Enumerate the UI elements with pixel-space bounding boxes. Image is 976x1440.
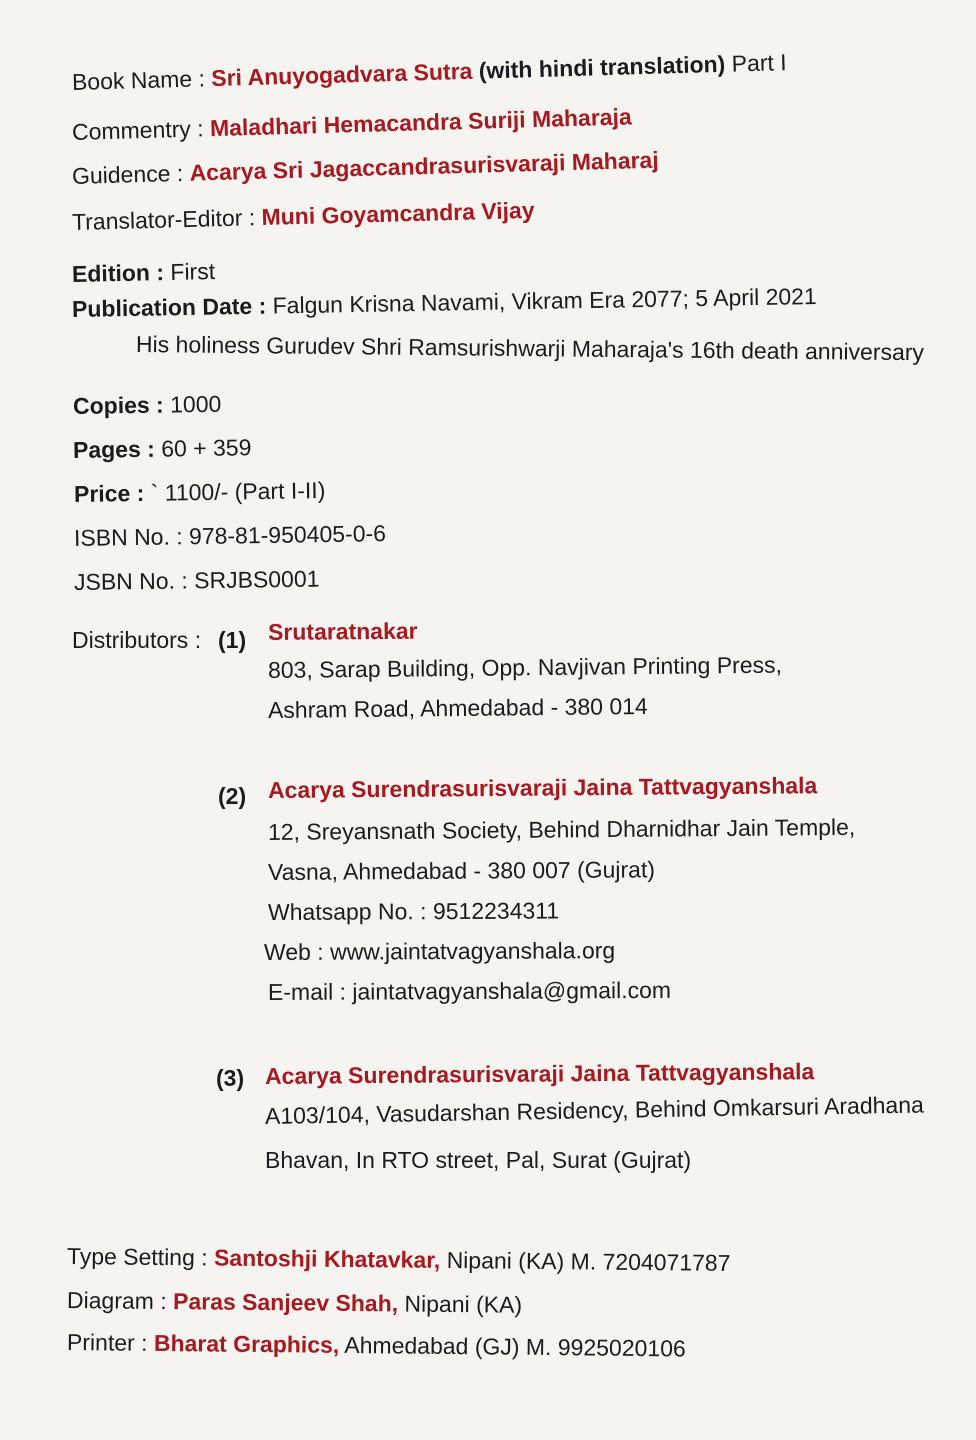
price-value: ` 1100/- (Part I-II) [150,477,326,506]
type-setting-label: Type Setting : [66,1243,208,1271]
copies-line [73,390,222,420]
distributor-3-name: Acarya Surendrasurisvaraji Jaina Tattvagyanshala [264,1058,815,1089]
book-name-value: Sri Anuyogadvara Sutra [210,57,473,92]
distributor-2-name: Acarya Surendrasurisvaraji Jaina Tattvagyanshala [267,772,818,803]
type-setting-name: Santoshji Khatavkar, [213,1244,441,1273]
guidence-line [72,146,659,190]
diagram-label: Diagram : [66,1287,167,1315]
distributor-1-address-line: 803, Sarap Building, Opp. Navjivan Printing Press, [267,651,783,683]
book-name-suffix: Part I [731,49,787,77]
printer-name: Bharat Graphics, [153,1329,340,1358]
copies-value: 1000 [169,390,222,418]
distributor-2-whatsapp: Whatsapp No. : 9512234311 [267,897,560,925]
diagram-line [67,1286,522,1319]
translator-label: Translator-Editor : [71,204,256,235]
distributor-1-name: Srutaratnakar [267,617,418,645]
distributor-3-address-line: A103/104, Vasudarshan Residency, Behind Omkarsuri Aradhana [264,1091,925,1129]
printer-rest: Ahmedabad (GJ) M. 9925020106 [344,1331,686,1362]
book-name-suffix-bold: (with hindi translation) [478,50,726,84]
publication-line [72,282,817,323]
edition-value: First [170,258,216,285]
distributor-2-email: E-mail : jaintatvagyanshala@gmail.com [267,976,672,1005]
publication-value: Falgun Krisna Navami, Vikram Era 2077; 5 April 2021 [272,283,817,319]
isbn-value: 978-81-950405-0-6 [188,520,387,550]
translator-line [72,196,535,236]
distributor-2-web: Web : www.jaintatvagyanshala.org [263,937,616,965]
distributor-2-address-line: 12, Sreyansnath Society, Behind Dharnidhar Jain Temple, [267,813,856,845]
type-setting-line [67,1242,731,1277]
jsbn-line [74,565,320,596]
pages-value: 60 + 359 [161,434,252,462]
distributor-3-address-line: Bhavan, In RTO street, Pal, Surat (Gujrat) [265,1147,692,1173]
distributor-2-number: (2) [218,783,247,809]
commentary-value: Maladhari Hemacandra Suriji Maharaja [209,103,633,142]
diagram-name: Paras Sanjeev Shah, [172,1288,399,1317]
guidence-value: Acarya Sri Jagaccandrasurisvaraji Maharaj [189,146,660,186]
pages-line [73,433,252,464]
copies-label: Copies : [72,391,164,419]
translator-value: Muni Goyamcandra Vijay [261,196,535,231]
guidence-label: Guidence : [71,159,184,189]
type-setting-rest: Nipani (KA) M. 7204071787 [446,1246,731,1276]
price-line [74,476,326,508]
printer-line [67,1328,686,1362]
printer-label: Printer : [66,1329,148,1356]
book-name-label: Book Name : [71,65,206,95]
publication-line2 [136,330,924,366]
edition-label: Edition : [71,259,165,287]
book-name-line [72,48,787,96]
distributor-1-address-line: Ashram Road, Ahmedabad - 380 014 [267,693,648,723]
commentary-line [72,102,632,146]
distributor-2-address-line: Vasna, Ahmedabad - 380 007 (Gujrat) [267,856,656,885]
diagram-rest: Nipani (KA) [404,1290,523,1318]
publication-label: Publication Date : [71,292,267,322]
price-label: Price : [73,479,145,507]
jsbn-label: JSBN No. : [73,567,188,595]
jsbn-value: SRJBS0001 [193,565,320,594]
distributor-3-number: (3) [216,1065,245,1091]
distributor-1-number: (1) [218,627,247,653]
isbn-line [74,519,386,552]
edition-line [72,257,216,288]
pages-label: Pages : [72,435,156,463]
commentary-label: Commentry : [71,115,204,145]
publication-occasion: His holiness Gurudev Shri Ramsurishwarji Maharaja's 16th death anniversary [135,331,925,366]
isbn-label: ISBN No. : [73,523,183,551]
distributors-label: Distributors : [72,627,202,653]
